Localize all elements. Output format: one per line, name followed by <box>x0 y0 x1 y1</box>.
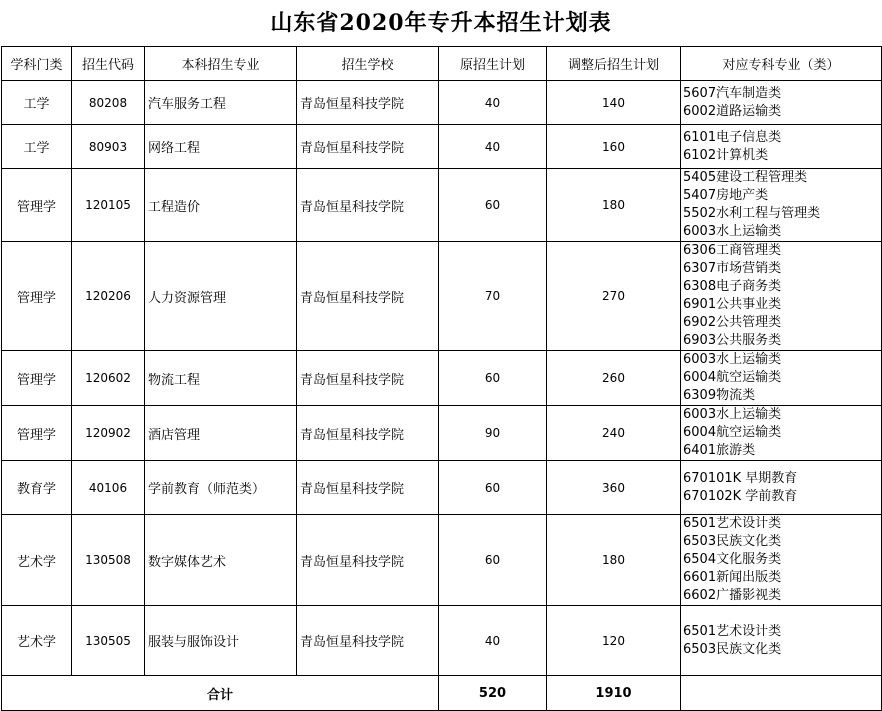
code-cell[interactable]: 120902 <box>72 406 145 461</box>
specialty-cell[interactable] <box>681 515 882 606</box>
table-row <box>2 461 882 515</box>
header-cell[interactable]: 原招生计划 <box>439 47 547 81</box>
specialty-item: 6903公共服务类 <box>683 333 782 348</box>
header-cell[interactable]: 学科门类 <box>2 47 72 81</box>
school-cell[interactable]: 青岛恒星科技学院 <box>297 406 439 461</box>
specialty-item: 6501艺术设计类 <box>683 623 782 639</box>
specialty-item: 6602广播影视类 <box>683 588 782 603</box>
code-cell[interactable]: 120206 <box>72 242 145 351</box>
category-cell[interactable]: 管理学 <box>2 351 72 406</box>
adjusted-plan-cell[interactable]: 240 <box>547 406 681 461</box>
specialty-cell[interactable] <box>681 242 882 351</box>
specialty-item: 5407房地产类 <box>683 188 769 203</box>
table-row <box>2 125 882 169</box>
category-cell[interactable]: 管理学 <box>2 169 72 242</box>
original-plan-cell[interactable]: 60 <box>439 169 547 242</box>
specialty-item: 6004航空运输类 <box>683 425 782 440</box>
category-cell[interactable]: 教育学 <box>2 461 72 515</box>
specialty-item: 6504文化服务类 <box>683 552 782 567</box>
adjusted-plan-cell[interactable]: 160 <box>547 125 681 169</box>
specialty-cell[interactable] <box>681 461 882 515</box>
specialty-item: 670102K 学前教育 <box>683 488 798 504</box>
enrollment-plan-table <box>1 46 882 711</box>
original-plan-cell[interactable]: 70 <box>439 242 547 351</box>
total-row <box>2 676 882 711</box>
header-cell[interactable]: 对应专科专业（类） <box>681 47 882 81</box>
specialty-cell[interactable] <box>681 125 882 169</box>
adjusted-plan-cell[interactable]: 360 <box>547 461 681 515</box>
table-row <box>2 351 882 406</box>
category-cell[interactable]: 艺术学 <box>2 606 72 676</box>
specialty-item: 6902公共管理类 <box>683 315 782 330</box>
code-cell[interactable]: 80903 <box>72 125 145 169</box>
table-row <box>2 606 882 676</box>
code-cell[interactable]: 80208 <box>72 81 145 125</box>
specialty-item: 6306工商管理类 <box>683 243 782 258</box>
category-cell[interactable]: 工学 <box>2 125 72 169</box>
original-plan-cell[interactable]: 40 <box>439 81 547 125</box>
original-plan-cell[interactable]: 60 <box>439 461 547 515</box>
table-row <box>2 515 882 606</box>
original-plan-cell[interactable]: 90 <box>439 406 547 461</box>
school-cell[interactable]: 青岛恒星科技学院 <box>297 461 439 515</box>
original-plan-cell[interactable]: 60 <box>439 515 547 606</box>
header-cell[interactable]: 本科招生专业 <box>145 47 297 81</box>
major-cell[interactable]: 服装与服饰设计 <box>145 606 297 676</box>
specialty-item: 6003水上运输类 <box>683 224 782 239</box>
specialty-item: 6309物流类 <box>683 388 756 403</box>
specialty-item: 670101K 早期教育 <box>683 470 798 486</box>
specialty-cell[interactable] <box>681 406 882 461</box>
school-cell[interactable]: 青岛恒星科技学院 <box>297 81 439 125</box>
specialty-item: 6002道路运输类 <box>683 103 782 119</box>
major-cell[interactable]: 物流工程 <box>145 351 297 406</box>
specialty-item: 6601新闻出版类 <box>683 570 782 585</box>
adjusted-plan-cell[interactable]: 120 <box>547 606 681 676</box>
school-cell[interactable]: 青岛恒星科技学院 <box>297 169 439 242</box>
specialty-cell[interactable] <box>681 81 882 125</box>
major-cell[interactable]: 汽车服务工程 <box>145 81 297 125</box>
specialty-item: 6501艺术设计类 <box>683 516 782 531</box>
header-row <box>2 47 882 81</box>
school-cell[interactable]: 青岛恒星科技学院 <box>297 606 439 676</box>
major-cell[interactable]: 人力资源管理 <box>145 242 297 351</box>
specialty-item: 6503民族文化类 <box>683 534 782 549</box>
specialty-cell[interactable] <box>681 606 882 676</box>
code-cell[interactable]: 130508 <box>72 515 145 606</box>
specialty-item: 6003水上运输类 <box>683 407 782 422</box>
specialty-item: 6102计算机类 <box>683 147 769 163</box>
adjusted-plan-cell[interactable]: 180 <box>547 515 681 606</box>
specialty-cell[interactable] <box>681 169 882 242</box>
major-cell[interactable]: 数字媒体艺术 <box>145 515 297 606</box>
specialty-item: 6401旅游类 <box>683 443 756 458</box>
specialty-item: 6307市场营销类 <box>683 261 782 276</box>
adjusted-plan-cell[interactable]: 260 <box>547 351 681 406</box>
total-label[interactable]: 合计 <box>2 676 439 711</box>
original-plan-cell[interactable]: 60 <box>439 351 547 406</box>
table-row <box>2 169 882 242</box>
specialty-item: 6101电子信息类 <box>683 129 782 145</box>
header-cell[interactable]: 招生学校 <box>297 47 439 81</box>
major-cell[interactable]: 学前教育（师范类） <box>145 461 297 515</box>
major-cell[interactable]: 酒店管理 <box>145 406 297 461</box>
total-empty-cell[interactable] <box>681 676 882 711</box>
specialty-cell[interactable] <box>681 351 882 406</box>
school-cell[interactable]: 青岛恒星科技学院 <box>297 515 439 606</box>
page-title: 山东省2020年专升本招生计划表 <box>270 10 612 36</box>
school-cell[interactable]: 青岛恒星科技学院 <box>297 125 439 169</box>
adjusted-plan-cell[interactable]: 180 <box>547 169 681 242</box>
table-row <box>2 406 882 461</box>
category-cell[interactable]: 管理学 <box>2 406 72 461</box>
table-row <box>2 81 882 125</box>
original-plan-cell[interactable]: 40 <box>439 125 547 169</box>
code-cell[interactable]: 130505 <box>72 606 145 676</box>
original-plan-cell[interactable]: 40 <box>439 606 547 676</box>
header-cell[interactable]: 招生代码 <box>72 47 145 81</box>
adjusted-plan-cell[interactable]: 140 <box>547 81 681 125</box>
code-cell[interactable]: 40106 <box>72 461 145 515</box>
adjusted-plan-cell[interactable]: 270 <box>547 242 681 351</box>
major-cell[interactable]: 网络工程 <box>145 125 297 169</box>
total-original[interactable]: 520 <box>439 676 547 711</box>
specialty-item: 5502水利工程与管理类 <box>683 206 821 221</box>
specialty-item: 6003水上运输类 <box>683 352 782 367</box>
specialty-item: 6004航空运输类 <box>683 370 782 385</box>
specialty-item: 6503民族文化类 <box>683 641 782 657</box>
specialty-item: 6901公共事业类 <box>683 297 782 312</box>
category-cell[interactable]: 艺术学 <box>2 515 72 606</box>
specialty-item: 6308电子商务类 <box>683 279 782 294</box>
code-cell[interactable]: 120105 <box>72 169 145 242</box>
category-cell[interactable]: 工学 <box>2 81 72 125</box>
total-adjusted[interactable]: 1910 <box>547 676 681 711</box>
category-cell[interactable]: 管理学 <box>2 242 72 351</box>
specialty-item: 5607汽车制造类 <box>683 85 782 101</box>
school-cell[interactable]: 青岛恒星科技学院 <box>297 242 439 351</box>
header-cell[interactable]: 调整后招生计划 <box>547 47 681 81</box>
table-row <box>2 242 882 351</box>
specialty-item: 5405建设工程管理类 <box>683 170 808 185</box>
code-cell[interactable]: 120602 <box>72 351 145 406</box>
school-cell[interactable]: 青岛恒星科技学院 <box>297 351 439 406</box>
major-cell[interactable]: 工程造价 <box>145 169 297 242</box>
